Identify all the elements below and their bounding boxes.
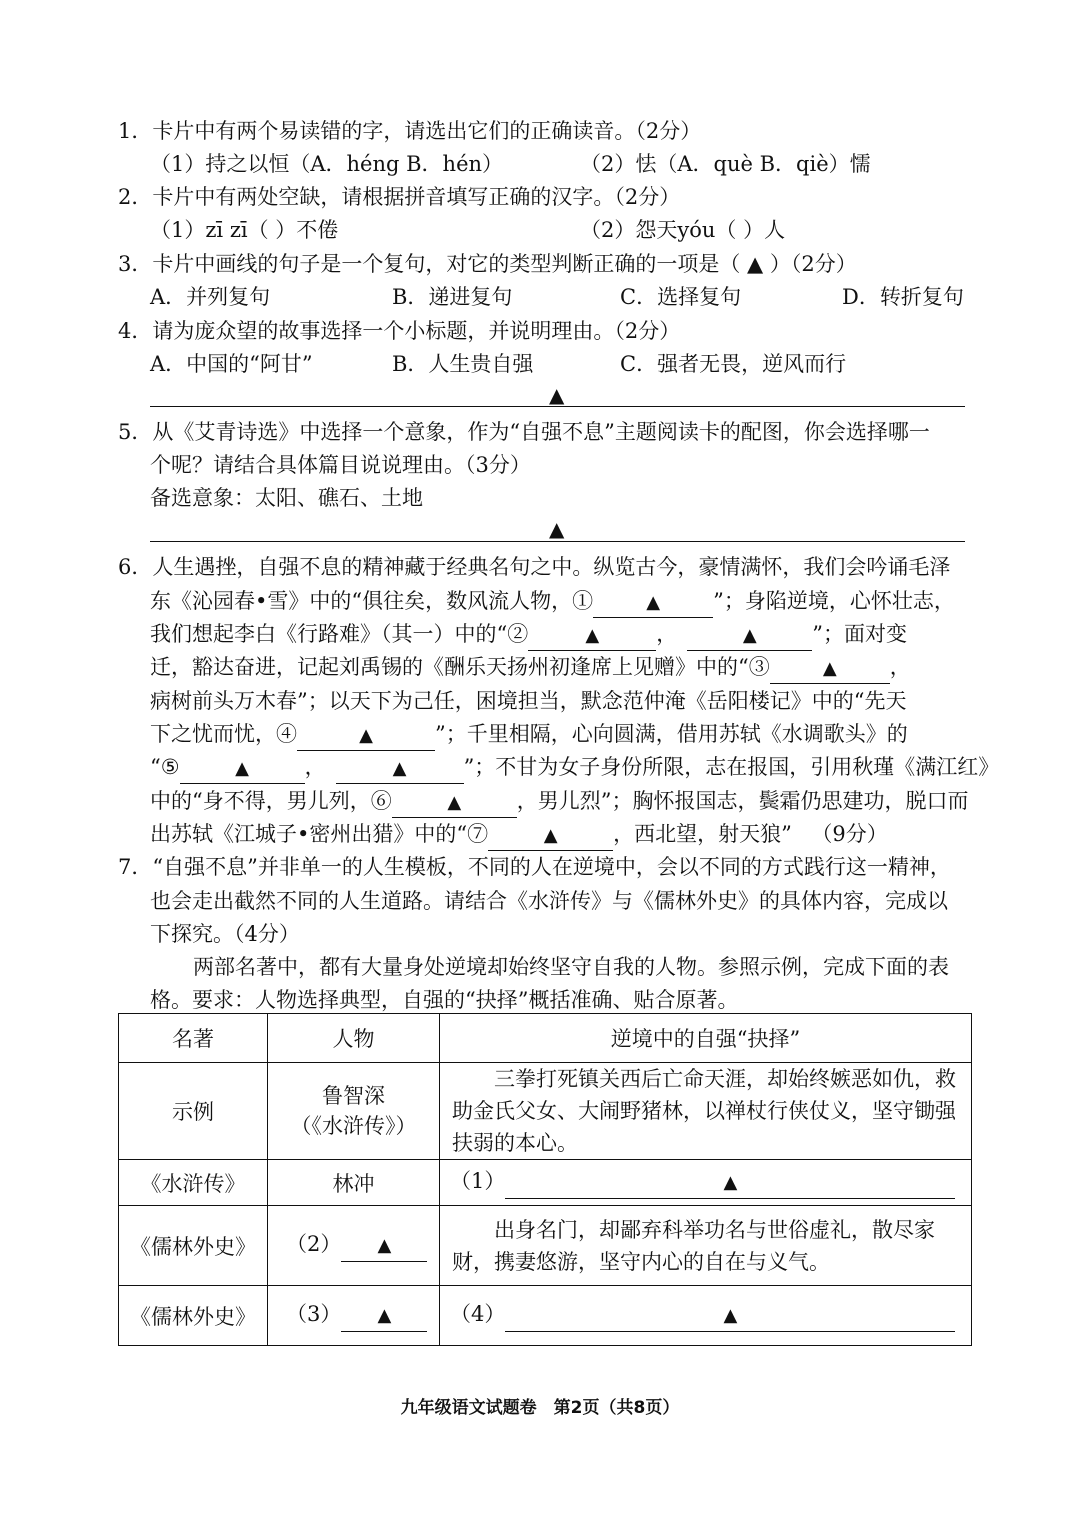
q6-blank-2a[interactable] <box>528 620 656 651</box>
answer-mark: ▲ <box>392 758 407 779</box>
row2-person-blank[interactable] <box>341 1229 427 1262</box>
q7-line-4: 两部名著中，都有大量身处逆境却始终坚守自我的人物。参照示例，完成下面的表 <box>193 955 949 979</box>
q6-text: 出苏轼《江城子•密州出猎》中的“⑦ <box>150 822 489 846</box>
row1-person: 林冲 <box>268 1160 440 1206</box>
header-person: 人物 <box>268 1014 440 1063</box>
q6-line-8 <box>150 787 968 818</box>
q5-answer-line[interactable] <box>150 541 965 542</box>
q6-score: （9分） <box>821 822 888 846</box>
header-book: 名著 <box>119 1014 268 1063</box>
example-choice-text: 三拳打死镇关西后亡命天涯，却始终嫉恶如仇，救助金氏父女、大闹野猪林，以禅杖行侠仗义，坚守锄强扶弱的本心。 <box>452 1067 956 1155</box>
q6-text: ， <box>889 655 911 679</box>
row2-book: 《儒林外史》 <box>119 1206 268 1286</box>
example-person <box>268 1063 440 1160</box>
row3-person <box>268 1286 440 1346</box>
row3-choice-blank[interactable] <box>505 1299 955 1332</box>
answer-mark: ▲ <box>377 1235 392 1256</box>
q3-stem: 3．卡片中画线的句子是一个复句，对它的类型判断正确的一项是（ ▲ ）（2分） <box>118 252 857 276</box>
table-row-1 <box>119 1160 972 1206</box>
q7-line-2: 也会走出截然不同的人生道路。请结合《水浒传》与《儒林外史》的具体内容，完成以 <box>150 889 948 913</box>
q6-text: ”；面对变 <box>812 622 907 646</box>
q6-text: ，男儿烈”；胸怀报国志，鬓霜仍思建功，脱口而 <box>516 789 969 813</box>
answer-mark: ▲ <box>543 825 558 846</box>
q1-option-2: （2）怯（A．què B．qiè）懦 <box>580 152 871 176</box>
q5-stem-line-1: 5．从《艾青诗选》中选择一个意象，作为“自强不息”主题阅读卡的配图，你会选择哪一 <box>118 420 930 444</box>
row1-choice <box>440 1160 972 1206</box>
q4-option-c: C．强者无畏，逆风而行 <box>620 352 847 376</box>
header-choice: 逆境中的自强“抉择” <box>440 1014 972 1063</box>
answer-mark: ▲ <box>723 1305 738 1326</box>
table-row-2 <box>119 1206 972 1286</box>
answer-mark: ▲ <box>822 658 837 679</box>
q4-answer-line[interactable] <box>150 406 965 407</box>
example-person-name: 鲁智深 <box>322 1084 385 1108</box>
q6-blank-6[interactable] <box>392 787 517 818</box>
q6-blank-7[interactable] <box>488 820 613 851</box>
q1-stem: 1．卡片中有两个易读错的字，请选出它们的正确读音。（2分） <box>118 119 702 143</box>
q2-stem: 2．卡片中有两处空缺，请根据拼音填写正确的汉字。（2分） <box>118 185 681 209</box>
row3-person-blank[interactable] <box>341 1299 427 1332</box>
example-book: 示例 <box>119 1063 268 1160</box>
q6-line-4 <box>150 653 911 684</box>
row2-choice-text: 出身名门，却鄙弃科举功名与世俗虚礼，散尽家财，携妻悠游，坚守内心的自在与义气。 <box>452 1217 935 1274</box>
row3-person-label: （3） <box>286 1302 342 1326</box>
row1-choice-label: （1） <box>450 1169 506 1193</box>
q6-text: ”；身陷逆境，心怀壮志， <box>713 589 955 613</box>
q4-stem: 4．请为庞众望的故事选择一个小标题，并说明理由。（2分） <box>118 319 681 343</box>
answer-mark: ▲ <box>359 725 373 746</box>
answer-mark: ▲ <box>447 792 462 813</box>
answer-mark: ▲ <box>646 592 661 613</box>
q6-text: “⑤ <box>150 755 180 779</box>
q6-text: ， <box>304 755 326 779</box>
q6-blank-3[interactable] <box>770 653 890 684</box>
q3-option-c: C．选择复句 <box>620 285 742 309</box>
q6-line-9 <box>150 820 888 851</box>
q6-blank-5b[interactable] <box>336 753 464 784</box>
q6-line-1: 6．人生遇挫，自强不息的精神藏于经典名句之中。纵览古今，豪情满怀，我们会吟诵毛泽 <box>118 555 951 579</box>
row2-choice <box>440 1206 972 1286</box>
answer-mark: ▲ <box>235 758 249 779</box>
q6-text: 迁，豁达奋进，记起刘禹锡的《酬乐天扬州初逢席上见赠》中的“③ <box>150 655 770 679</box>
row3-book: 《儒林外史》 <box>119 1286 268 1346</box>
q6-line-3 <box>150 620 907 651</box>
row3-choice-label: （4） <box>450 1302 506 1326</box>
q3-option-a: A．并列复句 <box>150 285 271 309</box>
q4-answer-mark: ▲ <box>549 383 565 407</box>
q3-option-d: D．转折复句 <box>842 285 964 309</box>
q6-blank-1[interactable] <box>593 587 713 618</box>
q5-candidates: 备选意象：太阳、礁石、土地 <box>150 486 423 510</box>
q1-option-1: （1）持之以恒（A．héng B．hén） <box>150 152 504 176</box>
table-row-3 <box>119 1286 972 1346</box>
q6-blank-2b[interactable] <box>687 620 812 651</box>
table-header-row <box>119 1014 972 1063</box>
q5-answer-mark: ▲ <box>549 517 565 541</box>
q6-line-7 <box>150 753 999 784</box>
answer-mark: ▲ <box>377 1305 392 1326</box>
q6-text: 东《沁园春•雪》中的“俱往矣，数风流人物，① <box>150 589 594 613</box>
table-row-example <box>119 1063 972 1160</box>
row1-book: 《水浒传》 <box>119 1160 268 1206</box>
q6-blank-4[interactable] <box>297 720 435 751</box>
q6-text: ”；不甘为女子身份所限，志在报国，引用秋瑾《满江红》 <box>463 755 1000 779</box>
row3-choice <box>440 1286 972 1346</box>
q4-option-b: B．人生贵自强 <box>392 352 534 376</box>
example-choice <box>440 1063 972 1160</box>
q5-stem-line-2: 个呢？请结合具体篇目说说理由。（3分） <box>150 453 531 477</box>
q6-line-6 <box>150 720 908 751</box>
q6-text: 中的“身不得，男儿列，⑥ <box>150 789 392 813</box>
q7-line-1: 7．“自强不息”并非单一的人生模板，不同的人在逆境中，会以不同的方式践行这一精神， <box>118 855 951 879</box>
q6-text: 我们想起李白《行路难》（其一）中的“② <box>150 622 529 646</box>
q4-option-a: A．中国的“阿甘” <box>150 352 313 376</box>
q6-line-5: 病树前头万木春”；以天下为己任，困境担当，默念范仲淹《岳阳楼记》中的“先天 <box>150 689 907 713</box>
row2-person <box>268 1206 440 1286</box>
q3-option-b: B．递进复句 <box>392 285 513 309</box>
example-person-source: （《水浒传》） <box>290 1114 417 1138</box>
q7-line-3: 下探究。（4分） <box>150 922 300 946</box>
answer-mark: ▲ <box>723 1172 738 1193</box>
page-footer: 九年级语文试题卷 第2页（共8页） <box>400 1398 680 1418</box>
q6-text: ， <box>656 622 678 646</box>
q2-blank-2: （2）怨天yóu（ ）人 <box>580 218 786 242</box>
q6-text: ，西北望，射天狼” <box>613 822 792 846</box>
row1-choice-blank[interactable] <box>505 1166 955 1199</box>
q6-blank-5a[interactable] <box>180 753 305 784</box>
answer-table <box>118 1013 972 1346</box>
q7-line-5: 格。要求：人物选择典型，自强的“抉择”概括准确、贴合原著。 <box>150 988 739 1012</box>
answer-mark: ▲ <box>585 625 600 646</box>
answer-mark: ▲ <box>742 625 757 646</box>
q6-text: 下之忧而忧，④ <box>150 722 297 746</box>
row2-person-label: （2） <box>286 1232 342 1256</box>
q6-text: ”；千里相隔，心向圆满，借用苏轼《水调歌头》的 <box>435 722 908 746</box>
q6-line-2 <box>150 587 955 618</box>
q2-blank-1: （1）zī zī（ ）不倦 <box>150 218 339 242</box>
